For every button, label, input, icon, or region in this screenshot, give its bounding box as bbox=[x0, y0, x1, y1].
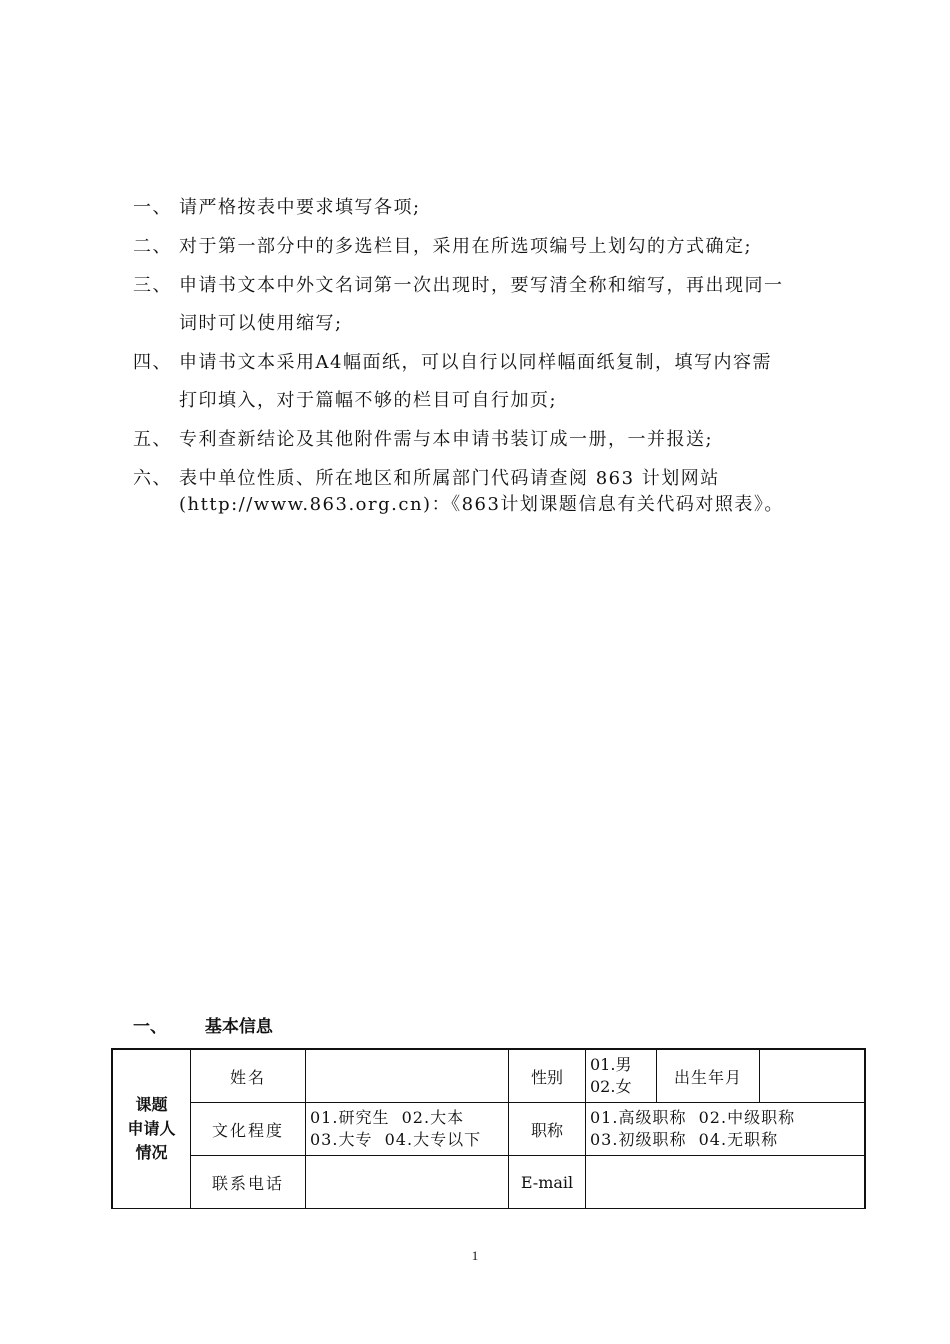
side-label-line: 情况 bbox=[135, 1143, 168, 1162]
email-field[interactable] bbox=[586, 1156, 866, 1209]
education-option-line[interactable]: 03.大专 04.大专以下 bbox=[310, 1130, 482, 1149]
side-label-line: 申请人 bbox=[127, 1119, 176, 1138]
instruction-text: 申请书文本中外文名词第一次出现时，要写清全称和缩写，再出现同一 bbox=[179, 275, 784, 296]
title-option-line[interactable]: 03.初级职称 04.无职称 bbox=[590, 1130, 779, 1149]
phone-label: 联系电话 bbox=[191, 1156, 306, 1209]
instruction-text: 对于第一部分中的多选栏目，采用在所选项编号上划勾的方式确定; bbox=[179, 236, 753, 257]
instruction-item bbox=[133, 193, 858, 223]
instruction-number: 二、 bbox=[133, 236, 172, 257]
instruction-number: 一、 bbox=[133, 197, 172, 218]
instruction-number: 五、 bbox=[133, 429, 172, 450]
birth-label: 出生年月 bbox=[657, 1049, 760, 1103]
instruction-number: 六、 bbox=[133, 468, 172, 489]
instruction-text: 请严格按表中要求填写各项; bbox=[179, 197, 421, 218]
title-options[interactable] bbox=[586, 1103, 866, 1156]
instruction-item bbox=[133, 425, 858, 455]
education-option-line[interactable]: 01.研究生 02.大本 bbox=[310, 1108, 465, 1127]
section-title: 基本信息 bbox=[204, 1017, 273, 1037]
section-heading bbox=[133, 1012, 273, 1037]
side-label-line: 课题 bbox=[135, 1095, 168, 1114]
instruction-item bbox=[133, 348, 858, 416]
instruction-text: 专利查新结论及其他附件需与本申请书装订成一册，一并报送; bbox=[179, 429, 714, 450]
instruction-item bbox=[133, 464, 858, 516]
title-option-line[interactable]: 01.高级职称 02.中级职称 bbox=[590, 1108, 796, 1127]
name-label: 姓名 bbox=[191, 1049, 306, 1103]
gender-label: 性别 bbox=[509, 1049, 586, 1103]
page-number: 1 bbox=[471, 1248, 479, 1263]
instruction-text-continued: 打印填入，对于篇幅不够的栏目可自行加页; bbox=[179, 390, 558, 411]
section-number: 一、 bbox=[133, 1017, 167, 1037]
instructions-list bbox=[133, 193, 858, 525]
education-options[interactable] bbox=[306, 1103, 509, 1156]
phone-field[interactable] bbox=[306, 1156, 509, 1209]
gender-option-female[interactable]: 02.女 bbox=[590, 1077, 632, 1096]
education-label: 文化程度 bbox=[191, 1103, 306, 1156]
instruction-text-continued: (http://www.863.org.cn)：《863计划课题信息有关代码对照表》。 bbox=[179, 494, 784, 515]
instruction-item bbox=[133, 232, 858, 262]
instruction-number: 三、 bbox=[133, 275, 172, 296]
instruction-number: 四、 bbox=[133, 352, 172, 373]
instruction-text-continued: 词时可以使用缩写; bbox=[179, 313, 343, 334]
gender-options[interactable] bbox=[586, 1049, 657, 1103]
name-field[interactable] bbox=[306, 1049, 509, 1103]
gender-option-male[interactable]: 01.男 bbox=[590, 1055, 632, 1074]
email-label: E-mail bbox=[509, 1156, 586, 1209]
title-label: 职称 bbox=[509, 1103, 586, 1156]
instruction-text: 表中单位性质、所在地区和所属部门代码请查阅 863 计划网站 bbox=[179, 468, 720, 489]
instruction-text: 申请书文本采用A4幅面纸，可以自行以同样幅面纸复制，填写内容需 bbox=[179, 352, 772, 373]
basic-info-table bbox=[111, 1048, 866, 1209]
instruction-item bbox=[133, 271, 858, 339]
applicant-side-label bbox=[112, 1049, 191, 1209]
birth-field[interactable] bbox=[760, 1049, 866, 1103]
